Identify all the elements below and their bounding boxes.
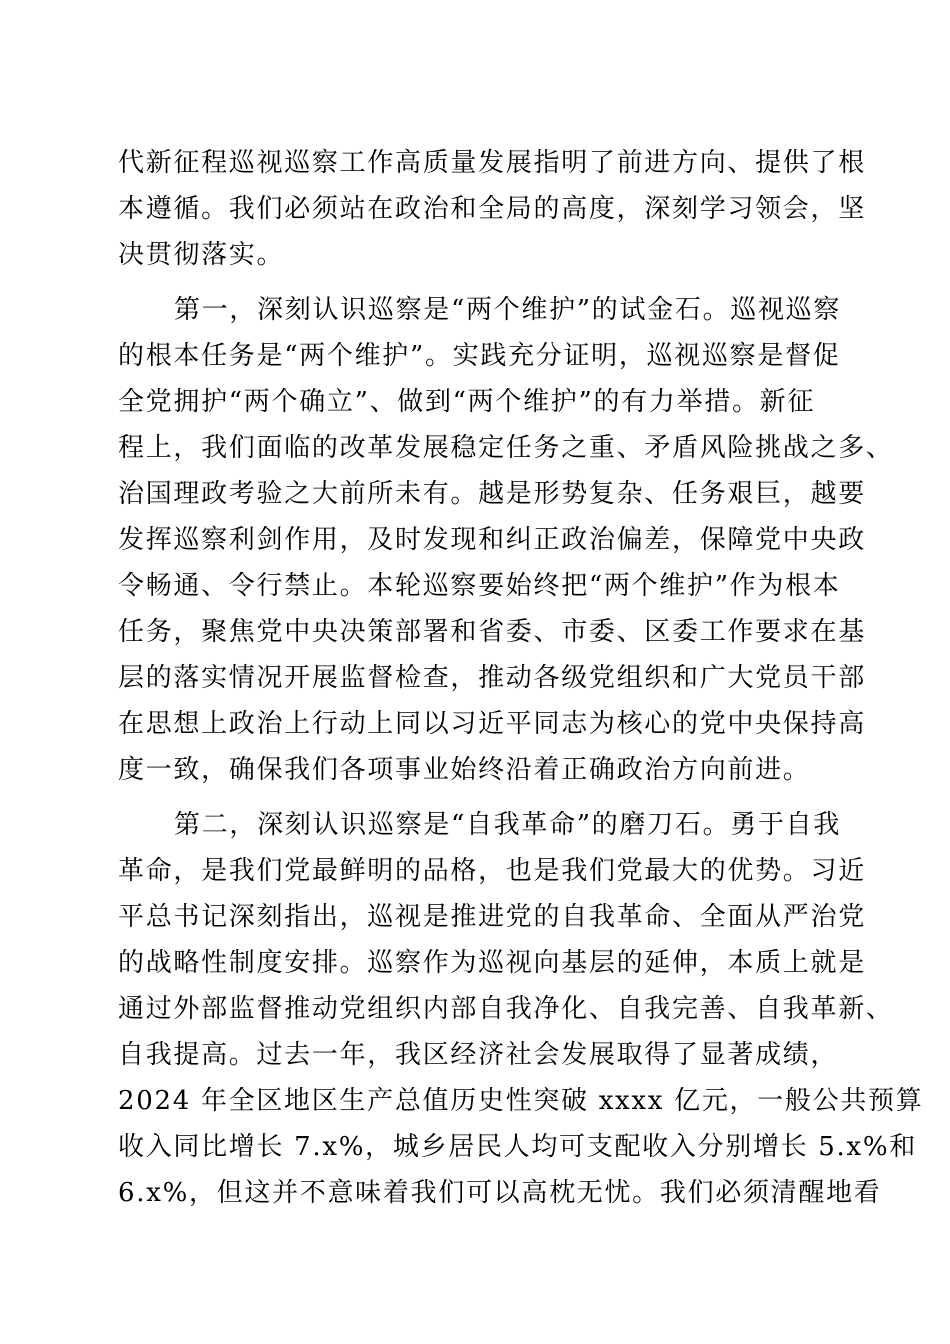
- text-line: 全党拥护“两个确立”、做到“两个维护”的有力举措。新征: [118, 387, 816, 417]
- text-line: 代新征程巡视巡察工作高质量发展指明了前进方向、提供了根: [118, 148, 866, 178]
- text-line: 的战略性制度安排。巡察作为巡视向基层的延伸，本质上就是: [118, 948, 866, 978]
- text-line: 治国理政考验之大前所未有。越是形势复杂、任务艰巨，越要: [118, 479, 866, 509]
- text-line: 2024 年全区地区生产总值历史性突破 xxxx 亿元，一般公共预算: [118, 1086, 924, 1116]
- paragraph-first-point: [118, 287, 894, 793]
- paragraph-spacer: [118, 278, 830, 287]
- text-line: 平总书记深刻指出，巡视是推进党的自我革命、全面从严治党: [118, 902, 866, 932]
- text-line: 通过外部监督推动党组织内部自我净化、自我完善、自我革新、: [118, 994, 894, 1024]
- paragraph-intro-continuation: [118, 140, 866, 278]
- text-line: 第二，深刻认识巡察是“自我革命”的磨刀石。勇于自我: [174, 810, 842, 840]
- text-line: 在思想上政治上行动上同以习近平同志为核心的党中央保持高: [118, 709, 866, 739]
- text-line: 令畅通、令行禁止。本轮巡察要始终把“两个维护”作为根本: [118, 571, 841, 601]
- text-line: 的根本任务是“两个维护”。实践充分证明，巡视巡察是督促: [118, 341, 841, 371]
- text-line: 第一，深刻认识巡察是“两个维护”的试金石。巡视巡察: [174, 295, 842, 325]
- text-line: 发挥巡察利剑作用，及时发现和纠正政治偏差，保障党中央政: [118, 525, 866, 555]
- paragraph-spacer: [118, 793, 830, 802]
- text-line: 革命，是我们党最鲜明的品格，也是我们党最大的优势。习近: [118, 856, 866, 886]
- text-line: 本遵循。我们必须站在政治和全局的高度，深刻学习领会，坚: [118, 194, 866, 224]
- text-line: 任务，聚焦党中央决策部署和省委、市委、区委工作要求在基: [118, 617, 866, 647]
- text-line: 度一致，确保我们各项事业始终沿着正确政治方向前进。: [118, 755, 811, 785]
- body-text: [118, 140, 924, 1216]
- text-line: 决贯彻落实。: [118, 240, 285, 270]
- text-line: 收入同比增长 7.x%，城乡居民人均可支配收入分别增长 5.x%和: [118, 1132, 917, 1162]
- text-line: 程上，我们面临的改革发展稳定任务之重、矛盾风险挑战之多、: [118, 433, 894, 463]
- text-line: 层的落实情况开展监督检查，推动各级党组织和广大党员干部: [118, 663, 866, 693]
- text-line: 自我提高。过去一年，我区经济社会发展取得了显著成绩，: [118, 1040, 839, 1070]
- paragraph-second-point: [118, 802, 924, 1216]
- text-line: 6.x%，但这并不意味着我们可以高枕无忧。我们必须清醒地看: [118, 1178, 882, 1208]
